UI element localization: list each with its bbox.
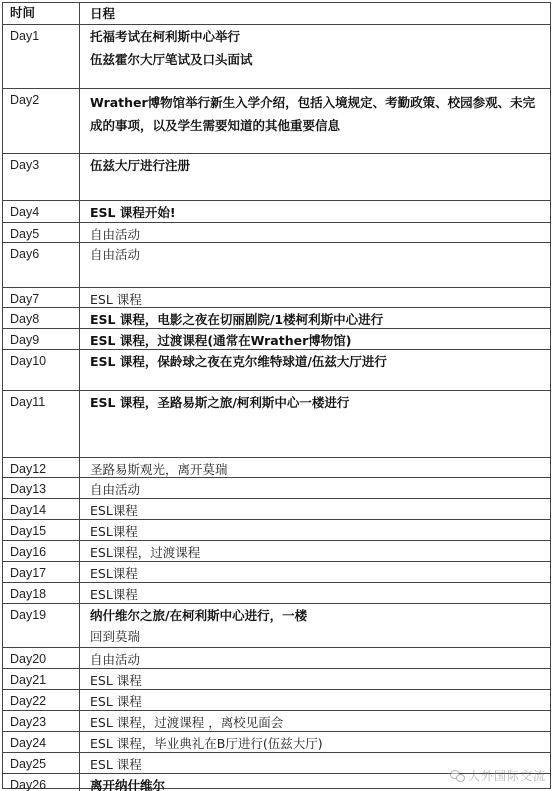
table-row — [3, 89, 550, 154]
day-cell: Day22 — [3, 690, 80, 710]
day-cell: Day15 — [3, 520, 80, 540]
table-row — [3, 350, 550, 391]
table-row — [3, 478, 550, 499]
schedule-cell — [80, 350, 550, 390]
table-row — [3, 732, 550, 753]
schedule-cell — [80, 478, 550, 498]
schedule-cell — [80, 711, 550, 731]
schedule-line: ESL 课程，电影之夜在切丽剧院/1楼柯利斯中心进行 — [90, 312, 384, 327]
schedule-line: 自由活动 — [90, 227, 141, 242]
table-row — [3, 583, 550, 604]
day-cell: Day25 — [3, 753, 80, 773]
table-row — [3, 499, 550, 520]
day-cell: Day9 — [3, 329, 80, 349]
schedule-cell — [80, 243, 550, 287]
schedule-cell — [80, 690, 550, 710]
schedule-line: ESL 课程开始! — [90, 205, 176, 220]
table-row — [3, 201, 550, 223]
schedule-line: 纳什维尔之旅/在柯利斯中心进行，一楼 — [90, 608, 308, 623]
schedule-cell — [80, 329, 550, 349]
day-cell: Day20 — [3, 648, 80, 668]
day-cell: Day24 — [3, 732, 80, 752]
table-row — [3, 25, 550, 89]
watermark-text: 大外国际交流 — [467, 769, 546, 783]
schedule-line: 自由活动 — [90, 247, 141, 262]
day-cell: Day23 — [3, 711, 80, 731]
header-day: 时间 — [3, 3, 80, 24]
schedule-line: ESL 课程 — [90, 694, 142, 709]
schedule-cell — [80, 288, 550, 307]
schedule-line: ESL课程 — [90, 587, 138, 602]
wechat-icon — [450, 770, 464, 782]
day-cell: Day16 — [3, 541, 80, 561]
schedule-line: ESL课程 — [90, 524, 138, 539]
schedule-cell — [80, 89, 550, 153]
schedule-cell — [80, 391, 550, 457]
day-cell: Day19 — [3, 604, 80, 647]
schedule-line: ESL课程，过渡课程 — [90, 545, 201, 560]
schedule-line: ESL 课程，过渡课程(通常在Wrather博物馆) — [90, 333, 352, 348]
schedule-line: ESL 课程，过渡课程 ，离校见面会 — [90, 715, 284, 730]
schedule-line: 圣路易斯观光，离开莫瑞 — [90, 462, 228, 477]
day-cell: Day21 — [3, 669, 80, 689]
schedule-line: 托福考试在柯利斯中心举行 — [90, 29, 241, 44]
table-row — [3, 520, 550, 541]
table-row — [3, 329, 550, 350]
schedule-line: ESL 课程 — [90, 757, 142, 772]
schedule-cell — [80, 308, 550, 328]
schedule-cell — [80, 583, 550, 603]
schedule-cell — [80, 223, 550, 242]
table-row — [3, 541, 550, 562]
day-cell: Day6 — [3, 243, 80, 287]
schedule-cell — [80, 648, 550, 668]
table-row — [3, 604, 550, 648]
schedule-cell — [80, 732, 550, 752]
schedule-line: ESL 课程，圣路易斯之旅/柯利斯中心一楼进行 — [90, 395, 350, 410]
table-row — [3, 458, 550, 478]
day-cell: Day17 — [3, 562, 80, 582]
day-cell: Day13 — [3, 478, 80, 498]
day-cell: Day4 — [3, 201, 80, 222]
table-row — [3, 223, 550, 243]
schedule-line: ESL 课程 — [90, 673, 142, 688]
table-row — [3, 391, 550, 458]
schedule-table — [2, 2, 551, 789]
day-cell: Day8 — [3, 308, 80, 328]
table-row — [3, 648, 550, 669]
table-row — [3, 288, 550, 308]
schedule-line: 伍兹霍尔大厅笔试及口头面试 — [90, 52, 253, 67]
table-row — [3, 308, 550, 329]
day-cell: Day1 — [3, 25, 80, 88]
day-cell: Day12 — [3, 458, 80, 477]
day-cell: Day26 — [3, 774, 80, 791]
day-cell: Day7 — [3, 288, 80, 307]
schedule-cell — [80, 458, 550, 477]
schedule-line: 离开纳什维尔 — [90, 778, 166, 791]
schedule-line: Wrather博物馆举行新生入学介绍，包括入境规定、考勤政策、校园参观、未完成的事项，以及学生需要知道的其他重要信息 — [90, 95, 536, 133]
day-cell: Day14 — [3, 499, 80, 519]
schedule-cell — [80, 25, 550, 88]
schedule-line: ESL 课程，保龄球之夜在克尔维特球道/伍兹大厅进行 — [90, 354, 387, 369]
schedule-line: ESL课程 — [90, 503, 138, 518]
table-row — [3, 711, 550, 732]
header-schedule: 日程 — [90, 6, 116, 21]
day-cell: Day10 — [3, 350, 80, 390]
schedule-cell — [80, 154, 550, 200]
schedule-cell — [80, 562, 550, 582]
schedule-line: ESL课程 — [90, 566, 138, 581]
schedule-line: 自由活动 — [90, 482, 141, 497]
schedule-line: 伍兹大厅进行注册 — [90, 158, 191, 173]
schedule-line: ESL 课程，毕业典礼在B厅进行(伍兹大厅) — [90, 736, 323, 751]
day-cell: Day5 — [3, 223, 80, 242]
schedule-cell — [80, 541, 550, 561]
schedule-line: ESL 课程 — [90, 292, 142, 307]
table-row — [3, 690, 550, 711]
schedule-cell — [80, 520, 550, 540]
watermark — [450, 767, 546, 784]
schedule-line: 回到莫瑞 — [90, 629, 141, 644]
schedule-cell — [80, 604, 550, 647]
day-cell: Day11 — [3, 391, 80, 457]
schedule-cell — [80, 201, 550, 222]
table-row — [3, 669, 550, 690]
table-row — [3, 243, 550, 288]
schedule-cell — [80, 499, 550, 519]
day-cell: Day3 — [3, 154, 80, 200]
schedule-line: 自由活动 — [90, 652, 141, 667]
schedule-cell — [80, 669, 550, 689]
table-header-row — [3, 3, 550, 25]
table-row — [3, 154, 550, 201]
day-cell: Day2 — [3, 89, 80, 153]
table-row — [3, 562, 550, 583]
day-cell: Day18 — [3, 583, 80, 603]
